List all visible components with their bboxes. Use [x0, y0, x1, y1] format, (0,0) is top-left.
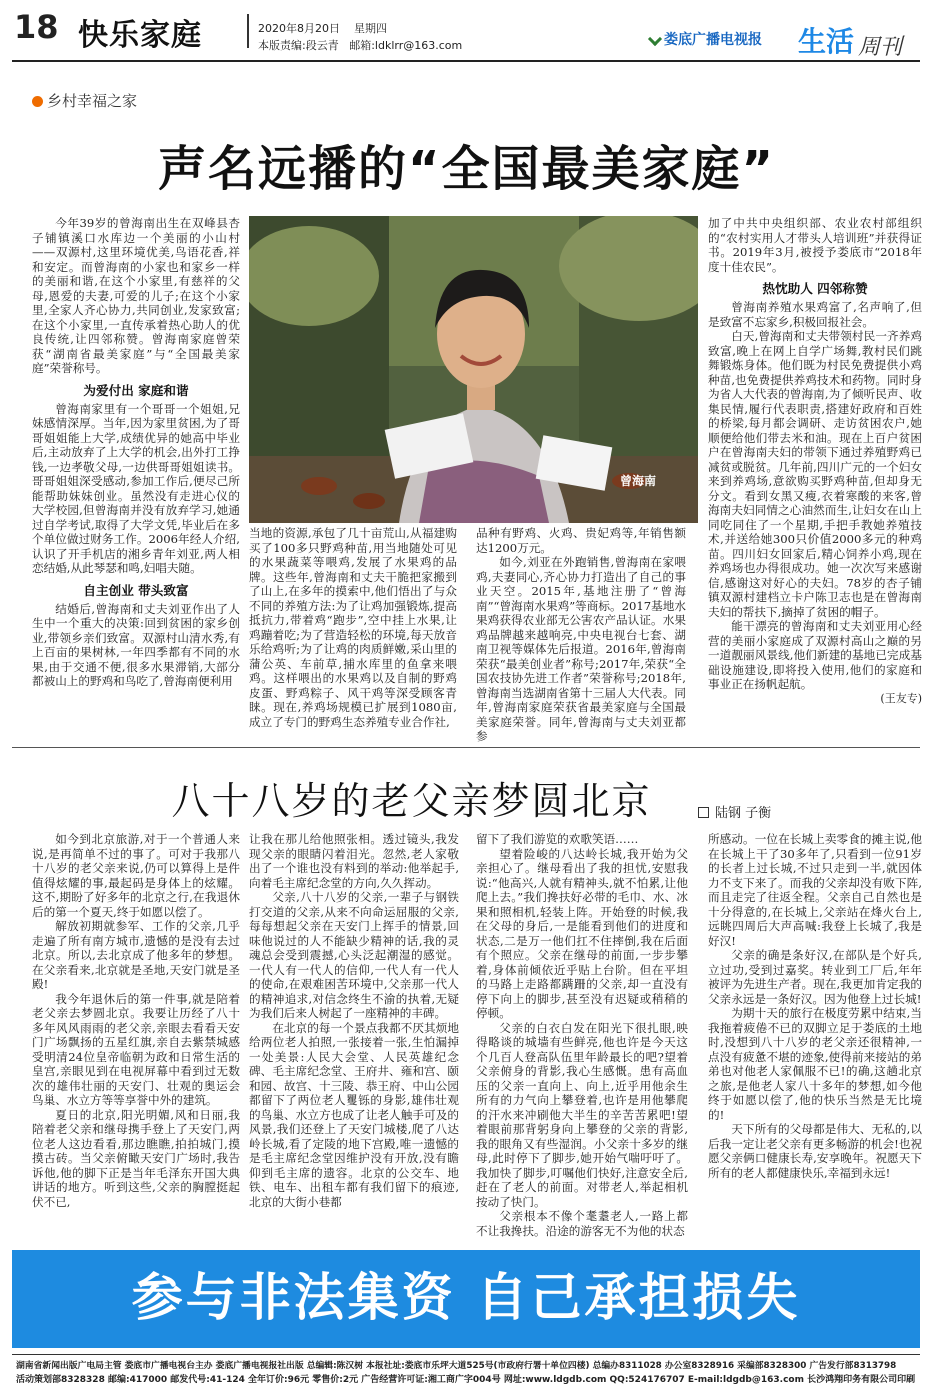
page-number: 18 — [14, 8, 59, 46]
checkmark-icon — [648, 32, 662, 46]
masthead — [0, 0, 933, 62]
banner-text: 参与非法集资 自己承担损失 — [131, 1269, 801, 1328]
paragraph: 如今,刘亚在外跑销售,曾海南在家喂鸡,夫妻同心,齐心协力打造出了自己的事业天空。2015年,基地注册了“曾海南”“曾海南水果鸡”等商标。2017基地水果鸡获得农业部无公害农产品认证。水果鸡品牌越来越响亮,中央电视台七套、湖南卫视等媒体先后报道。2016年,曾海南荣获“最美创业者”称号;2017年,荣获“全国农技协先进工作者”荣誉称号;2018年,曾海南当选湖南省第十三届人大代表。同年,曾海南家庭荣获省最美家庭与全国最美家庭荣誉。同年,曾海南与丈夫刘亚都参 — [476, 555, 686, 742]
editor-line — [258, 37, 462, 53]
paragraph: 能干漂亮的曾海南和丈夫刘亚用心经营的美丽小家庭成了双源村高山之巅的另一道靓丽风景线,他们新建的基地已完成基础设施建设,即将投入使用,他们的家庭和事业正在扬帆起航。 — [708, 619, 922, 691]
article-divider — [12, 747, 920, 748]
paragraph: 让我在那儿给他照张相。透过镜头,我发现父亲的眼睛闪着泪光。忽然,老人家敬出了一个谁也没有料到的举动:他举起手,向着毛主席纪念堂的方向,久久挥动。 — [249, 832, 459, 890]
column-kicker — [32, 90, 137, 111]
paragraph: 在北京的每一个景点我都不厌其烦地给两位老人拍照,一张接着一张,生怕漏掉一处美景:人民大会堂、人民英雄纪念碑、毛主席纪念堂、王府井、雍和宫、颐和园、故宫、十三陵、恭王府、中山公园都留下了两位老人矍铄的身影,雄伟壮观的鸟巢、水立方也成了让老人触手可及的风景,我们还登上了天安门城楼,爬了八达岭长城,看了定陵的地下宫殿,唯一遗憾的是毛主席纪念堂因维护没有开放,没有瞻仰到毛主席的遗容。北京的公交车、地铁、电车、出租车都有我们留下的痕迹,北京的大街小巷都 — [249, 1020, 459, 1209]
footer-line-1: 湖南省新闻出版广电局主管 娄底市广播电视台主办 娄底广播电视报社出版 总编辑:陈汉树 本报社址:娄底市乐坪大道525号(市政府行署十单位四楼) 总编办8311028 办公室8328916 采编部8328300 广告发行部8313798 — [16, 1361, 897, 1371]
paragraph: 品种有野鸡、火鸡、贵妃鸡等,年销售额达1200万元。 — [476, 526, 686, 555]
section-title: 快乐家庭 — [78, 18, 202, 53]
article2-byline — [698, 802, 771, 821]
paragraph: 今年39岁的曾海南出生在双峰县杏子铺镇溪口水库边一个美丽的小山村——双源村,这里环境优美,鸟语花香,祥和安定。而曾海南的小家也和家乡一样的美丽和谐,在这个小家里,有慈祥的父母,恩爱的夫妻,可爱的儿子;在这个小家里,全家人齐心协力,共同创业,发家致富;在这个小家里,一直传承着热心助人的优良传统,让四邻称赞。曾海南家庭曾荣获“湖南省最美家庭”与“全国最美家庭”荣誉称号。 — [32, 216, 240, 375]
article1-column-2 — [249, 526, 457, 742]
article2-column-1 — [32, 832, 240, 1244]
issue-weekday: 星期四 — [354, 22, 387, 35]
paragraph: 白天,曾海南和丈夫带领村民一齐养鸡致富,晚上在网上自学广场舞,教村民们跳舞锻炼身体。他们既为村民免费提供小鸡种苗,也免费提供养鸡技术和药物。同时身为省人大代表的曾海南,为了倾听民声、收集民情,履行代表职责,搭建好政府和百姓的桥梁,每月都会调研、走访贫困农户,她顺便给他们带去米和油。现在上百户贫困户在曾海南夫妇的带领下通过养殖野鸡已减贫或脱贫。几年前,四川广元的一个妇女来到养鸡场,意欲购买野鸡种苗,但却身无分文。看到女黑又瘦,衣着寒酸的来客,曾海南夫妇同情之心油然而生,让妇女在山上同吃同住了一个星期,手把手教她养殖技术,并送给她300只价值2000多元的种鸡苗。四川妇女回家后,精心饲养小鸡,现在养鸡场也办得很成功。她一次次写来感谢信,感谢这对好心的夫妇。78岁的杏子铺镇双源村建档立卡户陈卫志也是在曾海南夫妇的帮扶下,摘掉了贫困的帽子。 — [708, 329, 922, 619]
portrait-photo — [249, 216, 698, 523]
paragraph: 夏日的北京,阳光明媚,风和日丽,我陪着老父亲和继母携手登上了天安门,两位老人这边看看,那边瞧瞧,拍拍城门,摸摸古砖。当父亲俯瞰天安门广场时,我告诉他,他的脚下正是当年毛泽东开国大典讲话的地方。听到这些,父亲的胸膛挺起伏不已, — [32, 1107, 240, 1209]
editor: 本版责编:段云青 — [258, 39, 339, 52]
editor-email: 邮箱:ldklrr@163.com — [349, 39, 463, 52]
header-rule — [12, 60, 920, 62]
paragraph: 为期十天的旅行在极度劳累中结束,当我拖着疲倦不已的双脚立足于娄底的土地时,没想到八十八岁的老父亲还很精神,一点没有疲惫不堪的迹象,使得前来接站的弟弟也对他老人家佩服不已!的确,这趟北京之旅,是他老人家八十多年的梦想,如今他终于如愿以偿了,他的快乐当然是无比境的! — [708, 1006, 922, 1122]
article1-column-1 — [32, 216, 240, 742]
paragraph: 结婚后,曾海南和丈夫刘亚作出了人生中一个重大的决策:回到贫困的家乡创业,带领乡亲们致富。双源村山清水秀,有上百亩的果树林,一年四季都有不同的水果,由于交通不便,很多水果滞销,大部分都被山上的野鸡和鸟吃了,曾海南便利用 — [32, 601, 240, 688]
paragraph: 解放初期就参军、工作的父亲,几乎走遍了所有南方城市,遗憾的是没有去过北京。所以,去北京成了他多年的梦想。在父亲看来,北京就是圣地,天安门就是圣殿! — [32, 919, 240, 991]
article1-column-3 — [476, 526, 686, 742]
article2-column-2 — [249, 832, 459, 1244]
paragraph: 父亲根本不像个耄耋老人,一路上都不让我搀扶。沿途的游客无不为他的状态 — [476, 1209, 688, 1238]
weekly-logo: 周刊 — [858, 35, 903, 60]
paragraph: 当地的资源,承包了几十亩荒山,从福建购买了100多只野鸡种苗,用当地随处可见的水果蔬菜等喂鸡,发展了水果鸡的品牌。这些年,曾海南和丈夫干脆把家搬到了山上,在多年的摸索中,他们悟出了与众不同的养殖方法:为了让鸡加强锻炼,提高抵抗力,带着鸡“跑步”,空中挂上水果,让鸡蹦着吃;为了营造轻松的环境,每天放音乐给鸡听;为了让鸡的肉质鲜嫩,采山里的蒲公英、车前草,捕水库里的鱼拿来喂鸡。这样喂出的水果鸡以及自制的野鸡皮蛋、野鸡粽子、风干鸡等深受顾客青睐。现在,养鸡场规模已扩展到1080亩,成立了专门的野鸡生态养殖专业合作社, — [249, 526, 457, 729]
kicker-text: 乡村幸福之家 — [47, 92, 138, 110]
paragraph: 父亲的确是条好汉,在部队是个好兵,立过功,受到过嘉奖。转业到工厂后,年年被评为先进生产者。现在,我更加肯定我的父亲永远是一条好汉。因为他登上过长城! — [708, 948, 922, 1006]
paragraph: 天下所有的父母都是伟大、无私的,以后我一定让老父亲有更多畅游的机会!也祝愿父亲俩口健康长寿,安享晚年。祝愿天下所有的老人都健康快乐,幸福到永远! — [708, 1122, 922, 1180]
article2-author: 陆钢 子衡 — [715, 806, 772, 821]
paragraph: 望着险峻的八达岭长城,我开始为父亲担心了。继母看出了我的担忧,安慰我说:“他高兴,人就有精神头,就不怕累,让他爬上去。”我们搀扶好必带的毛巾、水、冰果和照相机,轻装上阵。开始登的时候,我在父母的身后,一是能看到他们的进度和状态,二是万一他们扛不住摔倒,我在后面有个照应。父亲在继母的前面,一步步攀着,身体前倾依近乎贴上台阶。但在平坦的马路上走路都蹒跚的父亲,却一直没有停下向上的脚步,甚至没有迟疑或稍稍的停顿。 — [476, 846, 688, 1020]
life-logo: 生活 — [798, 25, 855, 58]
paragraph: 留下了我们游览的欢歌笑语…… — [476, 832, 639, 846]
header-divider — [247, 14, 249, 48]
issue-date-line — [258, 20, 387, 36]
paragraph: 如今到北京旅游,对于一个普通人来说,是再简单不过的事了。可对于我那八十八岁的老父亲来说,仍可以算得上是件值得炫耀的事,最起码是身体上的炫耀。这不,期盼了好多年的北京之行,在我退休后的第一个夏天,终于如愿以偿了。 — [32, 832, 240, 919]
paragraph: 加了中共中央组织部、农业农村部组织的“农村实用人才带头人培训班”并获得证书。2019年3月,被授予娄底市“2018年度十佳农民”。 — [708, 216, 922, 274]
article2-column-4 — [708, 832, 922, 1244]
footer-rule — [12, 1354, 920, 1355]
paragraph: 我今年退休后的第一件事,就是陪着老父亲去梦圆北京。我要让历经了八十多年风风雨雨的老父亲,亲眼去看看天安门广场飘扬的五星红旗,亲自去紫禁城感受明清24位皇帝临朝为政和日常生活的皇宫,亲眼见到在电视屏幕中看到过无数次的雄伟壮丽的天安门、壮观的奥运会鸟巢、水立方等等享誉中外的建筑。 — [32, 991, 240, 1107]
square-icon — [698, 807, 709, 818]
paragraph: 所感动。一位在长城上卖零食的摊主说,他在长城上干了30多年了,只看到一位91岁的长者上过长城,不过只走到一半,就因体力不支下来了。而我的父亲却没有败下阵,而且走完了往返全程。父亲自己自然也是十分得意的,在长城上,父亲站在烽火台上,远眺四周后大声高喊:我登上长城了,我是好汉! — [708, 832, 922, 948]
footer-line-2: 活动策划部8328328 邮编:417000 邮发代号:41-124 全年订价:96元 零售价:2元 广告经营许可证:湘工商广字004号 网址:www.ldgdb.com QQ:524176707 E-mail:ldgdb@163.com 长沙鸿翔印务有限公司印刷 — [16, 1375, 916, 1385]
paragraph: 父亲的白衣白发在阳光下很扎眼,映得略谈的城墙有些鲜亮,他也许是今天这个几百人登高队伍里年龄最长的吧?望着父亲俯身的背影,我心生感慨。患有高血压的父亲一直向上、向上,近乎用他余生所有的力气向上攀登着,也许是用他攀爬的汗水来冲刷他大半生的辛苦苦累吧!望着眼前那背躬身向上攀登的父亲的背影,我的眼角又有些湿润。小父亲十多岁的继母,此时停下了脚步,她开始气喘吁吁了。我加快了脚步,叮嘱他们快好,注意安全后,赶在了老人的前面。对带老人,举起相机按动了快门。 — [476, 1020, 688, 1209]
bullet-dot-icon — [32, 96, 43, 107]
issue-date: 2020年8月20日 — [258, 22, 340, 35]
photo-caption: 曾海南 — [619, 474, 656, 488]
article2-headline: 八十八岁的老父亲梦圆北京 — [171, 779, 652, 823]
article1-column-4 — [708, 216, 922, 742]
station-name: 娄底广播电视报 — [664, 32, 762, 48]
warning-banner — [12, 1250, 920, 1348]
article2-column-3 — [476, 832, 688, 1244]
article1-headline: 声名远播的“全国最美家庭” — [157, 141, 776, 197]
subheading: 为爱付出 家庭和谐 — [83, 382, 189, 398]
subheading: 自主创业 带头致富 — [83, 582, 189, 598]
article1-author: (王友专) — [880, 691, 922, 705]
paragraph: 曾海南家里有一个哥哥一个姐姐,兄妹感情深厚。当年,因为家里贫困,为了哥哥姐姐能上大学,成绩优异的她高中毕业后,主动放弃了上大学的机会,出外打工挣钱,一边孝敬父母,一边供哥哥姐姐读书。哥哥姐姐深受感动,参加工作后,便尽己所能帮助妹妹创业。虽然没有走进心仪的大学校园,但曾海南并没有放弃学习,她通过自学考试,取得了大学文凭,毕业后在多个单位做过财务工作。2006年经人介绍,认识了开手机店的湘乡青年刘亚,两人相恋结婚,从此琴瑟和鸣,妇唱夫随。 — [32, 401, 240, 575]
subheading: 热忱助人 四邻称赞 — [762, 281, 868, 296]
paragraph: 曾海南养殖水果鸡富了,名声响了,但是致富不忘家乡,积极回报社会。 — [708, 300, 922, 329]
paragraph: 父亲,八十八岁的父亲,一辈子与钢铁打交道的父亲,从来不向命运屈服的父亲,每每想起父亲在天安门上挥手的情景,回味他说过的人不能缺少精神的话,我的灵魂总会受到震撼,心头泛起潮湿的感觉。一代人有一代人的信仰,一代人有一代人的使命,在艰难困苦环境中,父亲那一代人的精神追求,对信念终生不渝的执着,无疑为我们后来人树起了一座精神的丰碑。 — [249, 890, 459, 1020]
